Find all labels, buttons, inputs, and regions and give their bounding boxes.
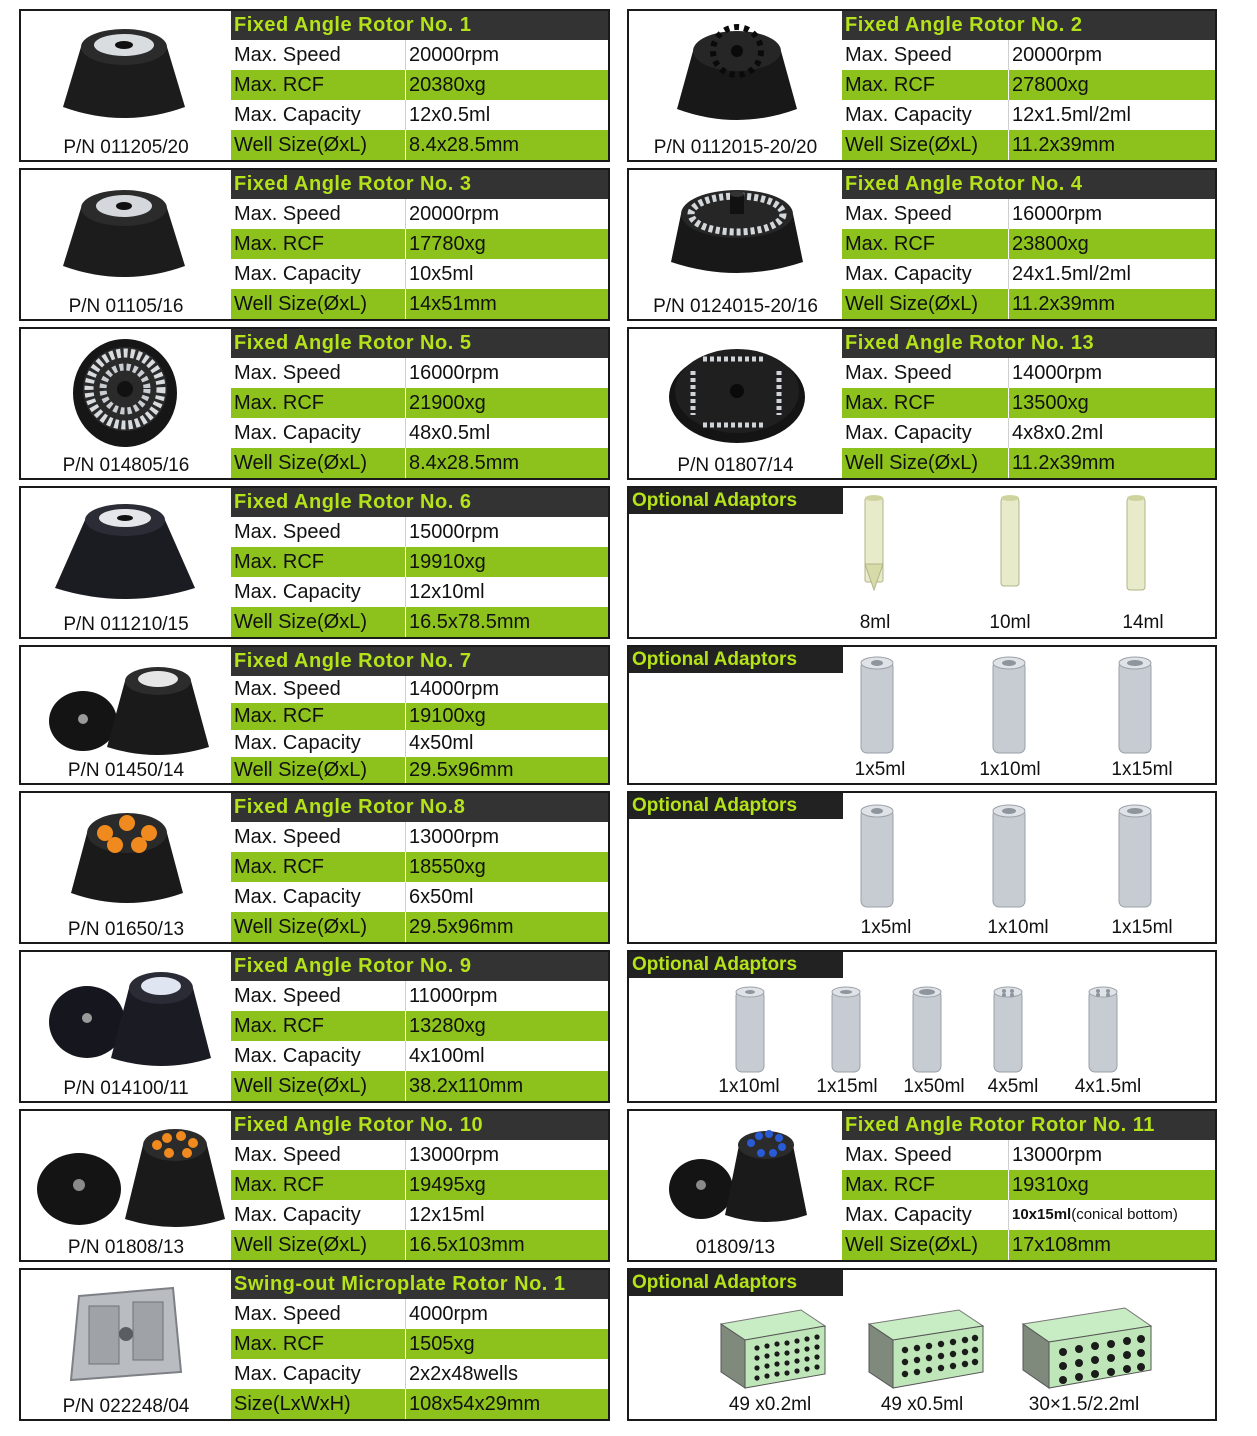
spec-row-capacity — [842, 100, 1215, 130]
rotor-card-no1 — [19, 9, 610, 162]
microplate-block-icon — [865, 1306, 987, 1392]
rotor-image-cell — [21, 488, 231, 637]
spec-value: 10x5ml — [409, 263, 474, 285]
spec-label: Max. Speed — [234, 362, 341, 384]
rotor-image — [61, 1276, 191, 1390]
adaptor-tube-icon — [857, 494, 891, 598]
spec-row-size — [231, 1071, 608, 1101]
spec-row-size — [842, 448, 1215, 478]
spec-value: 17780xg — [409, 233, 486, 255]
spec-label: Max. Speed — [234, 521, 341, 543]
rotor-image — [65, 799, 189, 911]
spec-value: 15000rpm — [409, 521, 500, 543]
adaptor-label: 1x5ml — [854, 759, 906, 780]
spec-label: Max. Speed — [845, 362, 952, 384]
spec-label: Well Size(ØxL) — [234, 452, 367, 474]
adaptor-tube-icon — [909, 984, 945, 1078]
rotor-image-cell — [21, 11, 231, 160]
spec-value: 11.2x39mm — [1012, 452, 1116, 474]
spec-row-size — [842, 130, 1215, 160]
spec-value: 23800xg — [1012, 233, 1089, 255]
spec-label: Well Size(ØxL) — [845, 452, 978, 474]
adaptor-tube-icon — [990, 984, 1026, 1078]
spec-table — [231, 329, 608, 478]
adaptors-heading: Optional Adaptors — [629, 647, 843, 673]
rotor-image — [51, 496, 199, 606]
adaptor-tube-icon — [1115, 655, 1155, 759]
spec-row-size — [231, 130, 608, 160]
spec-row-capacity — [231, 100, 608, 130]
adaptor-tube-icon — [857, 803, 897, 913]
spec-table — [842, 329, 1215, 478]
spec-value: 108x54x29mm — [409, 1393, 541, 1415]
spec-row-capacity — [231, 259, 608, 289]
part-number: P/N 0124015-20/16 — [653, 296, 818, 317]
spec-value: 16000rpm — [409, 362, 500, 384]
rotor-title: Fixed Angle Rotor No. 9 — [231, 952, 608, 981]
rotor-image-cell — [629, 329, 842, 478]
rotor-image-cell — [21, 952, 231, 1101]
part-number: P/N 011210/15 — [63, 614, 189, 635]
part-number: P/N 014100/11 — [63, 1078, 189, 1099]
spec-value: 4x8x0.2ml — [1012, 422, 1104, 444]
spec-row-capacity — [231, 418, 608, 448]
adaptor-label: 8ml — [859, 612, 891, 633]
spec-value: 13000rpm — [409, 826, 500, 848]
spec-row-speed — [842, 40, 1215, 70]
spec-label: Max. Capacity — [234, 581, 361, 603]
adaptor-label: 1x50ml — [903, 1076, 965, 1097]
adaptor-tube-icon — [828, 984, 864, 1078]
rotor-image-cell — [21, 1270, 231, 1419]
spec-value: 19100xg — [409, 705, 486, 727]
spec-label: Max. RCF — [234, 1015, 324, 1037]
spec-row-speed — [231, 40, 608, 70]
spec-value: 13000rpm — [1012, 1144, 1103, 1166]
spec-label: Max. RCF — [845, 392, 935, 414]
adaptors-heading: Optional Adaptors — [629, 793, 843, 819]
spec-value: 6x50ml — [409, 886, 474, 908]
spec-row-size — [231, 289, 608, 319]
spec-row-speed — [231, 1140, 608, 1170]
spec-row-rcf — [231, 229, 608, 259]
spec-label: Max. Speed — [234, 1303, 341, 1325]
rotor-title: Fixed Angle Rotor No. 2 — [842, 11, 1215, 40]
spec-label: Well Size(ØxL) — [845, 1234, 978, 1256]
adaptor-label: 49 x0.2ml — [728, 1394, 812, 1415]
adaptors-heading: Optional Adaptors — [629, 952, 843, 978]
rotor-title: Fixed Angle Rotor No. 10 — [231, 1111, 608, 1140]
spec-row-capacity — [231, 1200, 608, 1230]
rotor-card-no2 — [627, 9, 1217, 162]
spec-value: 19910xg — [409, 551, 486, 573]
spec-row-rcf — [231, 852, 608, 882]
spec-row-size — [842, 1230, 1215, 1260]
spec-row-speed — [231, 1299, 608, 1329]
spec-row-speed — [231, 981, 608, 1011]
rotor-card-no6 — [19, 486, 610, 639]
rotor-title: Fixed Angle Rotor No. 4 — [842, 170, 1215, 199]
spec-label: Max. Capacity — [234, 1363, 361, 1385]
rotor-card-no4 — [627, 168, 1217, 321]
spec-row-size — [231, 1389, 608, 1419]
spec-table — [231, 11, 608, 160]
rotor-image — [667, 178, 807, 286]
spec-value: 14x51mm — [409, 293, 497, 315]
spec-value: 11000rpm — [409, 985, 498, 1007]
spec-table — [231, 952, 608, 1101]
rotor-image-cell — [21, 647, 231, 783]
spec-value: 29.5x96mm — [409, 759, 514, 781]
adaptor-label: 1x15ml — [1111, 759, 1173, 780]
part-number: P/N 0112015-20/20 — [653, 137, 818, 158]
spec-label: Max. RCF — [234, 551, 324, 573]
rotor-image — [69, 333, 181, 449]
spec-label: Well Size(ØxL) — [234, 916, 367, 938]
spec-value: 14000rpm — [409, 678, 500, 700]
spec-value: 13500xg — [1012, 392, 1089, 414]
rotor-card-no13 — [627, 327, 1217, 480]
adaptor-tube-icon — [993, 494, 1027, 598]
rotor-image-cell — [21, 793, 231, 942]
spec-row-rcf — [231, 1011, 608, 1041]
spec-label: Max. Speed — [234, 985, 341, 1007]
spec-value: 24x1.5ml/2ml — [1012, 263, 1131, 285]
rotor-card-no10 — [19, 1109, 610, 1262]
adaptors-card-no7 — [627, 645, 1217, 785]
spec-label: Well Size(ØxL) — [234, 134, 367, 156]
spec-value-capacity — [1012, 1200, 1178, 1230]
spec-row-size — [842, 289, 1215, 319]
spec-label: Max. Capacity — [845, 1204, 972, 1226]
rotor-card-no3 — [19, 168, 610, 321]
spec-value: 4000rpm — [409, 1303, 488, 1325]
adaptor-label: 4x5ml — [987, 1076, 1039, 1097]
spec-value: 21900xg — [409, 392, 486, 414]
spec-row-speed — [842, 1140, 1215, 1170]
adaptor-label: 1x15ml — [816, 1076, 878, 1097]
rotor-card-no7 — [19, 645, 610, 785]
spec-value: 19310xg — [1012, 1174, 1089, 1196]
spec-label: Max. RCF — [234, 705, 324, 727]
spec-value: 11.2x39mm — [1012, 134, 1116, 156]
spec-value: 16000rpm — [1012, 203, 1103, 225]
part-number: P/N 011205/20 — [63, 137, 189, 158]
spec-table — [231, 793, 608, 942]
rotor-image — [45, 960, 215, 1072]
part-number: P/N 022248/04 — [62, 1396, 190, 1417]
spec-value: 38.2x110mm — [409, 1075, 524, 1097]
spec-row-rcf — [231, 547, 608, 577]
spec-label: Max. RCF — [234, 74, 324, 96]
part-number: P/N 01650/13 — [67, 919, 185, 940]
spec-label: Well Size(ØxL) — [845, 293, 978, 315]
spec-value: 13280xg — [409, 1015, 486, 1037]
spec-table — [231, 170, 608, 319]
spec-row-rcf — [842, 229, 1215, 259]
spec-label: Max. Capacity — [845, 263, 972, 285]
adaptors-card-no6 — [627, 486, 1217, 639]
rotor-card-microplate — [19, 1268, 610, 1421]
spec-label: Well Size(ØxL) — [234, 611, 367, 633]
adaptor-label: 1x10ml — [979, 759, 1041, 780]
adaptor-label: 10ml — [989, 612, 1031, 633]
rotor-image-cell — [629, 11, 842, 160]
spec-label: Max. Speed — [234, 44, 341, 66]
spec-value: 13000rpm — [409, 1144, 500, 1166]
spec-row-speed — [842, 358, 1215, 388]
spec-value: 4x100ml — [409, 1045, 485, 1067]
rotor-image-cell — [629, 170, 842, 319]
capacity-value: 10x15ml — [1012, 1206, 1072, 1223]
spec-label: Max. Capacity — [234, 886, 361, 908]
rotor-image — [665, 335, 809, 447]
rotor-image-cell — [629, 1111, 842, 1260]
spec-value: 1505xg — [409, 1333, 475, 1355]
spec-table — [842, 11, 1215, 160]
spec-label: Max. Speed — [234, 678, 341, 700]
spec-label: Max. RCF — [234, 1333, 324, 1355]
spec-row-speed — [231, 358, 608, 388]
adaptor-tube-icon — [732, 984, 768, 1078]
spec-label: Max. Speed — [845, 44, 952, 66]
spec-row-size — [231, 757, 608, 783]
spec-row-capacity — [231, 1359, 608, 1389]
rotor-title: Fixed Angle Rotor Rotor No. 11 — [842, 1111, 1215, 1140]
spec-row-rcf — [231, 703, 608, 730]
spec-row-size — [231, 1230, 608, 1260]
rotor-image-cell — [21, 170, 231, 319]
part-number: 01809/13 — [695, 1237, 776, 1258]
adaptor-tube-icon — [989, 803, 1029, 913]
spec-label: Max. Speed — [234, 1144, 341, 1166]
adaptor-tube-icon — [857, 655, 897, 759]
spec-value: 2x2x48wells — [409, 1363, 518, 1385]
rotor-image-cell — [21, 1111, 231, 1260]
microplate-block-icon — [717, 1306, 829, 1392]
rotor-card-no8 — [19, 791, 610, 944]
adaptor-tube-icon — [1085, 984, 1121, 1078]
spec-label: Max. RCF — [845, 233, 935, 255]
part-number: P/N 01105/16 — [68, 296, 184, 317]
spec-value: 17x108mm — [1012, 1234, 1111, 1256]
spec-value: 14000rpm — [1012, 362, 1103, 384]
part-number: P/N 014805/16 — [62, 455, 190, 476]
spec-label: Max. Capacity — [234, 104, 361, 126]
rotor-title: Fixed Angle Rotor No. 1 — [231, 11, 608, 40]
spec-label: Max. RCF — [234, 233, 324, 255]
spec-value: 20000rpm — [1012, 44, 1103, 66]
spec-row-speed — [231, 822, 608, 852]
spec-value: 48x0.5ml — [409, 422, 491, 444]
adaptor-label: 1x10ml — [718, 1076, 780, 1097]
spec-label: Size(LxWxH) — [234, 1393, 351, 1415]
spec-label: Max. RCF — [234, 1174, 324, 1196]
spec-value: 12x15ml — [409, 1204, 485, 1226]
adaptor-label: 30×1.5/2.2ml — [1028, 1394, 1140, 1415]
spec-value: 11.2x39mm — [1012, 293, 1116, 315]
spec-label: Max. RCF — [234, 856, 324, 878]
adaptors-card-no8 — [627, 791, 1217, 944]
spec-table — [231, 1270, 608, 1419]
rotor-title: Fixed Angle Rotor No. 13 — [842, 329, 1215, 358]
spec-row-capacity — [842, 1200, 1215, 1230]
rotor-image — [665, 1123, 811, 1231]
spec-label: Max. RCF — [845, 1174, 935, 1196]
rotor-image — [33, 1123, 229, 1235]
spec-row-speed — [231, 517, 608, 547]
spec-value: 4x50ml — [409, 732, 474, 754]
spec-value: 8.4x28.5mm — [409, 134, 520, 156]
part-number: P/N 01808/13 — [67, 1237, 185, 1258]
spec-label: Max. Capacity — [234, 1204, 361, 1226]
rotor-card-no9 — [19, 950, 610, 1103]
adaptor-label: 1x5ml — [860, 917, 912, 938]
spec-label: Max. Capacity — [845, 104, 972, 126]
spec-row-rcf — [231, 70, 608, 100]
spec-label: Max. Capacity — [234, 732, 361, 754]
rotor-image-cell — [21, 329, 231, 478]
spec-row-rcf — [842, 1170, 1215, 1200]
spec-row-rcf — [231, 388, 608, 418]
spec-label: Max. RCF — [234, 392, 324, 414]
rotor-card-no11 — [627, 1109, 1217, 1262]
spec-table — [231, 647, 608, 783]
spec-value: 12x10ml — [409, 581, 485, 603]
spec-value: 29.5x96mm — [409, 916, 514, 938]
spec-row-speed — [231, 199, 608, 229]
rotor-title: Swing-out Microplate Rotor No. 1 — [231, 1270, 608, 1299]
spec-label: Max. Speed — [845, 1144, 952, 1166]
adaptor-tube-icon — [1115, 803, 1155, 913]
rotor-title: Fixed Angle Rotor No. 5 — [231, 329, 608, 358]
adaptor-label: 1x10ml — [987, 917, 1049, 938]
spec-label: Max. Capacity — [234, 422, 361, 444]
spec-label: Well Size(ØxL) — [234, 1075, 367, 1097]
spec-label: Max. Speed — [845, 203, 952, 225]
spec-label: Well Size(ØxL) — [234, 759, 367, 781]
spec-row-capacity — [231, 577, 608, 607]
spec-table — [231, 1111, 608, 1260]
part-number: P/N 01807/14 — [677, 455, 794, 476]
spec-row-capacity — [231, 1041, 608, 1071]
adaptor-label: 14ml — [1122, 612, 1164, 633]
spec-label: Well Size(ØxL) — [234, 293, 367, 315]
rotor-title: Fixed Angle Rotor No. 7 — [231, 647, 608, 676]
spec-row-speed — [231, 676, 608, 703]
spec-value: 20000rpm — [409, 203, 500, 225]
spec-value: 12x0.5ml — [409, 104, 491, 126]
adaptor-tube-icon — [1119, 494, 1153, 598]
spec-label: Max. Capacity — [234, 263, 361, 285]
spec-value: 18550xg — [409, 856, 486, 878]
adaptor-label: 49 x0.5ml — [880, 1394, 964, 1415]
spec-value: 12x1.5ml/2ml — [1012, 104, 1131, 126]
spec-row-size — [231, 607, 608, 637]
part-number: P/N 01450/14 — [67, 760, 185, 781]
spec-row-capacity — [231, 882, 608, 912]
spec-row-rcf — [842, 388, 1215, 418]
rotor-image — [673, 17, 801, 129]
adaptor-label: 1x15ml — [1111, 917, 1173, 938]
rotor-image — [59, 178, 189, 286]
adaptor-label: 4x1.5ml — [1074, 1076, 1142, 1097]
spec-row-size — [231, 448, 608, 478]
spec-label: Max. Capacity — [234, 1045, 361, 1067]
adaptors-card-microplate — [627, 1268, 1217, 1421]
adaptors-heading: Optional Adaptors — [629, 488, 843, 514]
spec-row-capacity — [842, 259, 1215, 289]
spec-table — [842, 170, 1215, 319]
rotor-image — [43, 651, 213, 759]
spec-label: Max. Speed — [234, 203, 341, 225]
spec-label: Well Size(ØxL) — [845, 134, 978, 156]
capacity-note: (conical bottom) — [1071, 1206, 1178, 1223]
spec-value: 8.4x28.5mm — [409, 452, 520, 474]
spec-label: Well Size(ØxL) — [234, 1234, 367, 1256]
spec-row-size — [231, 912, 608, 942]
spec-value: 16.5x78.5mm — [409, 611, 531, 633]
spec-value: 16.5x103mm — [409, 1234, 525, 1256]
spec-row-rcf — [231, 1170, 608, 1200]
adaptors-heading: Optional Adaptors — [629, 1270, 843, 1296]
rotor-title: Fixed Angle Rotor No. 6 — [231, 488, 608, 517]
adaptor-tube-icon — [989, 655, 1029, 759]
spec-label: Max. RCF — [845, 74, 935, 96]
spec-label: Max. Speed — [234, 826, 341, 848]
spec-row-capacity — [231, 730, 608, 757]
spec-value: 20000rpm — [409, 44, 500, 66]
spec-row-rcf — [842, 70, 1215, 100]
spec-table — [231, 488, 608, 637]
adaptors-card-no9 — [627, 950, 1217, 1103]
rotor-card-no5 — [19, 327, 610, 480]
spec-value: 27800xg — [1012, 74, 1089, 96]
spec-value: 19495xg — [409, 1174, 486, 1196]
microplate-block-icon — [1019, 1304, 1155, 1392]
spec-row-rcf — [231, 1329, 608, 1359]
spec-row-capacity — [842, 418, 1215, 448]
rotor-title: Fixed Angle Rotor No. 3 — [231, 170, 608, 199]
spec-row-speed — [842, 199, 1215, 229]
spec-label: Max. Capacity — [845, 422, 972, 444]
spec-table — [842, 1111, 1215, 1260]
rotor-title: Fixed Angle Rotor No.8 — [231, 793, 608, 822]
rotor-image — [59, 17, 189, 127]
spec-value: 20380xg — [409, 74, 486, 96]
